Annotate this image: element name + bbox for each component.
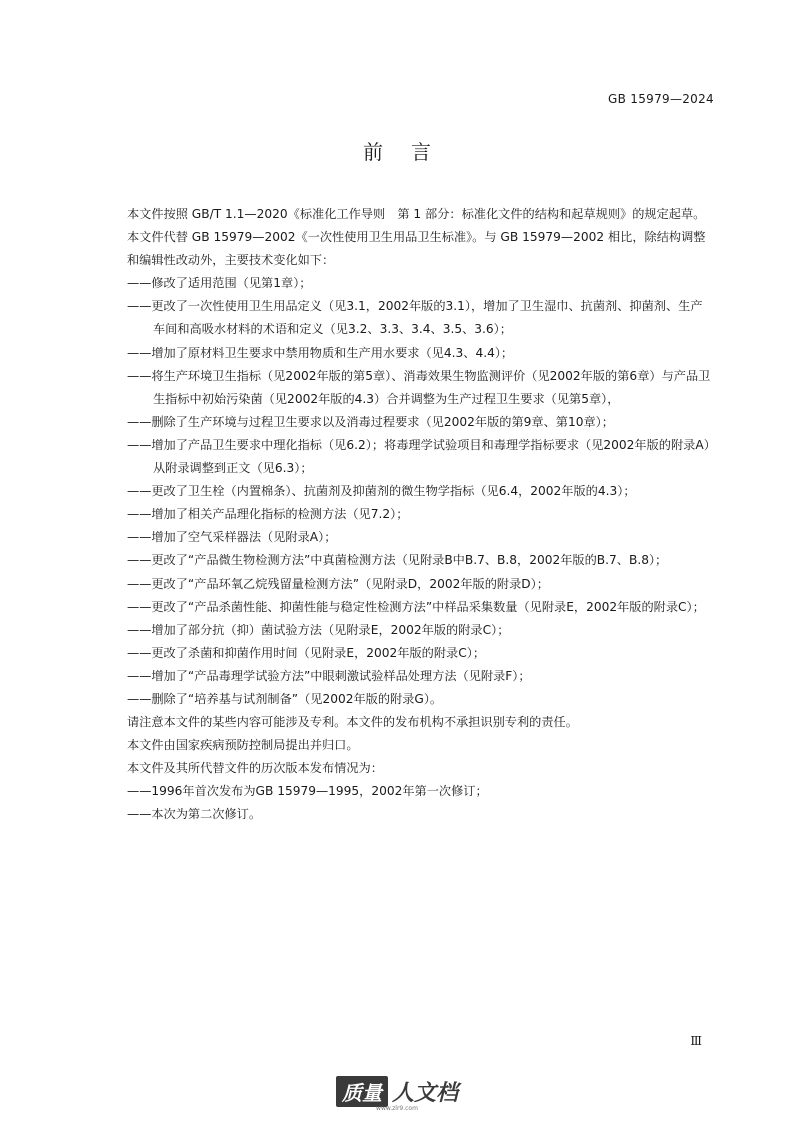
list-item-text: 更改了“产品杀菌性能、抑菌性能与稳定性检测方法”中样品采集数量（见附录E，2002年版的附录C）；: [151, 599, 705, 614]
history-list: [127, 780, 712, 826]
dash-mark: ——: [127, 484, 152, 499]
dash-mark: ——: [127, 530, 152, 545]
dash-mark: ——: [127, 368, 152, 383]
dash-mark: ——: [127, 599, 152, 614]
list-item: [127, 434, 712, 480]
list-item: [127, 619, 712, 642]
list-item-text: 1996年首次发布为GB 15979—1995，2002年第一次修订；: [151, 784, 488, 799]
dash-mark: ——: [127, 691, 152, 706]
list-item-text: 更改了杀菌和抑菌作用时间（见附录E，2002年版的附录C）；: [151, 645, 486, 660]
list-item-text: 更改了“产品微生物检测方法”中真菌检测方法（见附录B中B.7、B.8，2002年版的B.7、B.8）；: [151, 553, 668, 568]
list-item: [127, 365, 712, 411]
dash-mark: ——: [127, 645, 152, 660]
list-item: [127, 272, 712, 295]
dash-mark: ——: [127, 437, 152, 452]
list-item: [127, 503, 712, 526]
watermark-logo: [0, 1076, 794, 1112]
list-item-text: 增加了部分抗（抑）菌试验方法（见附录E，2002年版的附录C）；: [151, 622, 510, 637]
dash-mark: ——: [127, 784, 152, 799]
list-item: [127, 803, 712, 826]
list-item-text: 增加了空气采样器法（见附录A）；: [151, 530, 337, 545]
list-item-text: 增加了“产品毒理学试验方法”中眼刺激试验样品处理方法（见附录F）；: [151, 668, 531, 683]
list-item: [127, 665, 712, 688]
list-item-text: 增加了原材料卫生要求中禁用物质和生产用水要求（见4.3、4.4）；: [151, 345, 514, 360]
dash-mark: ——: [127, 276, 152, 291]
document-body: [127, 203, 712, 827]
list-item-text: 修改了适用范围（见第1章）；: [151, 276, 312, 291]
list-item-text: 将生产环境卫生指标（见2002年版的第5章）、消毒效果生物监测评价（见2002年版的第6章）与产品卫生指标中初始污染菌（见2002年版的4.3）合并调整为生产过程卫生要求（见第5章），: [151, 368, 711, 406]
dash-mark: ——: [127, 345, 152, 360]
list-item: [127, 642, 712, 665]
dash-mark: ——: [127, 576, 152, 591]
list-item: [127, 342, 712, 365]
list-item: [127, 780, 712, 803]
dash-mark: ——: [127, 807, 152, 822]
dash-mark: ——: [127, 414, 152, 429]
list-item-text: 删除了生产环境与过程卫生要求以及消毒过程要求（见2002年版的第9章、第10章）；: [151, 414, 614, 429]
proposer-note: 本文件由国家疾病预防控制局提出并归口。: [127, 738, 359, 753]
list-item: [127, 596, 712, 619]
list-item: [127, 573, 712, 596]
list-item-text: 更改了卫生栓（内置棉条）、抗菌剂及抑菌剂的微生物学指标（见6.4，2002年版的4.3）；: [151, 484, 636, 499]
list-item: [127, 526, 712, 549]
list-item: [127, 688, 712, 711]
dash-mark: ——: [127, 507, 152, 522]
list-item-text: 本次为第二次修订。: [151, 807, 262, 822]
patent-note: 请注意本文件的某些内容可能涉及专利。本文件的发布机构不承担识别专利的责任。: [127, 715, 578, 730]
list-item: [127, 295, 712, 341]
list-item-text: 更改了“产品环氧乙烷残留量检测方法”（见附录D，2002年版的附录D）；: [151, 576, 549, 591]
dash-mark: ——: [127, 668, 152, 683]
dash-mark: ——: [127, 553, 152, 568]
change-list: [127, 272, 712, 711]
dash-mark: ——: [127, 299, 152, 314]
standard-number: GB 15979—2024: [608, 92, 714, 106]
page-title: 前言: [363, 140, 459, 164]
watermark-part1: 质量: [336, 1076, 388, 1107]
list-item-text: 删除了“培养基与试剂制备”（见2002年版的附录G）。: [151, 691, 443, 706]
watermark-url: www.zlr9.com: [376, 1105, 418, 1112]
dash-mark: ——: [127, 622, 152, 637]
list-item-text: 增加了产品卫生要求中理化指标（见6.2）；将毒理学试验项目和毒理学指标要求（见2002年版的附录A）从附录调整到正文（见6.3）；: [151, 437, 710, 476]
intro-paragraph-2: 本文件代替 GB 15979—2002《一次性使用卫生用品卫生标准》。与 GB 15979—2002 相比，除结构调整和编辑性改动外，主要技术变化如下：: [127, 230, 706, 268]
history-heading: 本文件及其所代替文件的历次版本发布情况为：: [127, 761, 383, 776]
list-item-text: 更改了一次性使用卫生用品定义（见3.1，2002年版的3.1），增加了卫生湿巾、抗菌剂、抑菌剂、生产车间和高吸水材料的术语和定义（见3.2、3.3、3.4、3.5、3.6）；: [151, 299, 703, 337]
page-number: Ⅲ: [690, 1034, 702, 1048]
list-item-text: 增加了相关产品理化指标的检测方法（见7.2）；: [151, 507, 409, 522]
list-item: [127, 411, 712, 434]
list-item: [127, 480, 712, 503]
intro-paragraph-1: 本文件按照 GB/T 1.1—2020《标准化工作导则 第 1 部分：标准化文件的结构和起草规则》的规定起草。: [127, 207, 706, 221]
list-item: [127, 549, 712, 572]
watermark-part2: 人文档: [391, 1081, 458, 1106]
